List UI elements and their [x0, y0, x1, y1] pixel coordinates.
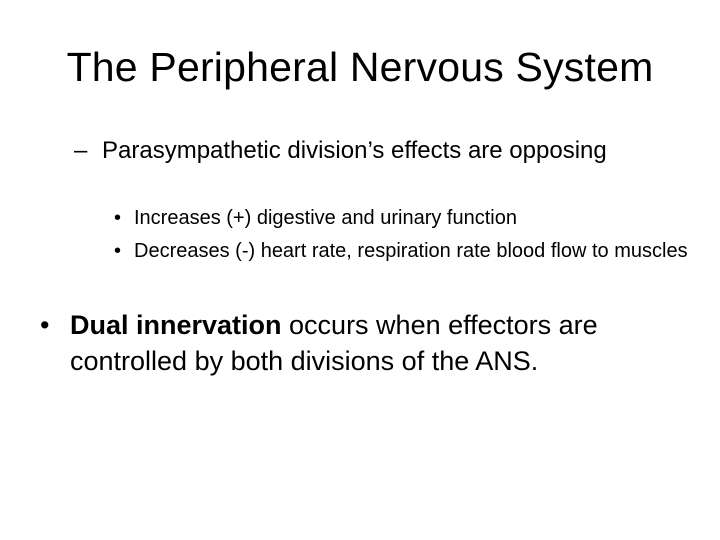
bold-term: Dual innervation [70, 310, 282, 340]
sub-item-text: Parasympathetic division’s effects are opposing [102, 137, 607, 164]
bullet-marker: • [114, 207, 122, 229]
bullet-marker: • [40, 310, 50, 340]
slide-title: The Peripheral Nervous System [66, 44, 654, 90]
sub-item-parasympathetic [74, 135, 634, 166]
sub-bullet-increases [114, 204, 694, 233]
sub-bullet-text: Increases (+) digestive and urinary function [134, 207, 517, 229]
bullet-marker: • [114, 240, 122, 262]
main-bullet-rest: occurs when effectors are controlled by both divisions of the ANS. [70, 310, 598, 376]
sub-bullet-decreases [114, 237, 694, 266]
dash-marker: – [74, 137, 88, 164]
main-bullet-text [40, 307, 700, 379]
sub-bullet-text: Decreases (-) heart rate, respiration rate blood flow to muscles [134, 240, 688, 262]
main-bullet-dual-innervation [40, 307, 700, 379]
